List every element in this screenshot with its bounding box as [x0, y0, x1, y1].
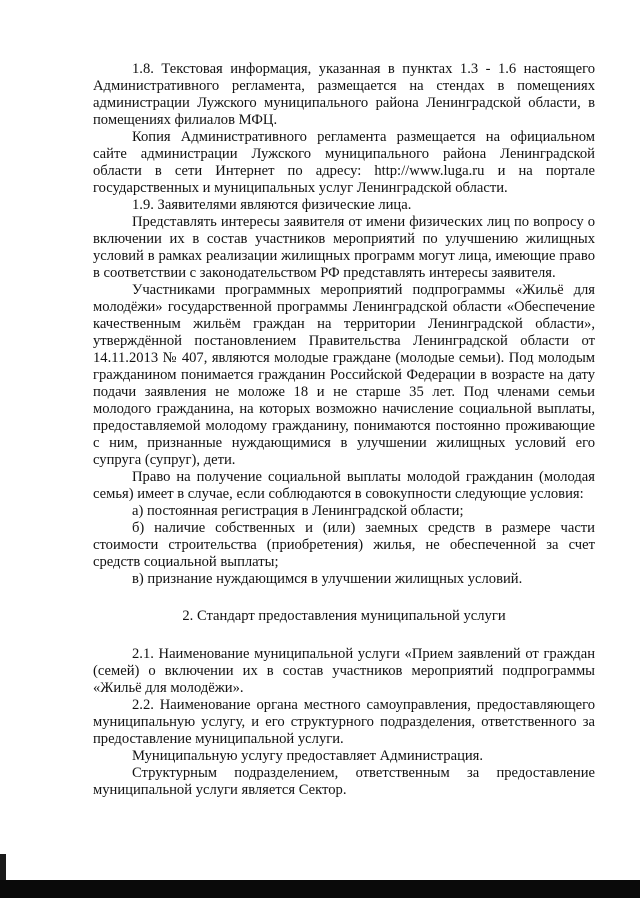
paragraph-participants: Участниками программных мероприятий подпрограммы «Жильё для молодёжи» государственной программы Ленинградской области «Обеспечение качественным жильём граждан на территории Ленинградской области», утверждённой постановлением Правительства Ленинградской области от 14.11.2013 № 407, являются молодые граждане (молодые семьи). Под молодым гражданином понимается гражданин Российской Федерации в возрасте на дату подачи заявления не моложе 18 и не старше 35 лет. Под членами семьи молодого гражданина, на которых возможно начисление социальной выплаты, предоставляемой молодому гражданину, понимаются постоянно проживающие с ним, признанные нуждающимися в улучшении жилищных условий его супруга (супруг), дети. — [93, 282, 595, 468]
scan-bottom-border — [0, 880, 640, 898]
paragraph-representatives: Представлять интересы заявителя от имени физических лиц по вопросу о включении их в состав участников мероприятий по улучшению жилищных условий в рамках реализации жилищных программ могут лица, имеющие право в соответствии с законодательством РФ представлять интересы заявителя. — [93, 214, 595, 281]
scan-edge-mark — [0, 854, 6, 880]
paragraph-2-1: 2.1. Наименование муниципальной услуги «Прием заявлений от граждан (семей) о включении их в состав участников мероприятий подпрограммы «Жильё для молодёжи». — [93, 646, 595, 696]
section-heading: 2. Стандарт предоставления муниципальной услуги — [182, 608, 506, 624]
paragraph-regulation-copy: Копия Административного регламента размещается на официальном сайте администрации Лужского муниципального района Ленинградской области в сети Интернет по адресу: http://www.luga.ru и на портале государственных и муниципальных услуг Ленинградской области. — [93, 129, 595, 196]
paragraph-provider: Муниципальную услугу предоставляет Администрация. — [132, 748, 484, 764]
condition-c: в) признание нуждающимся в улучшении жилищных условий. — [132, 571, 523, 587]
paragraph-structural-unit: Структурным подразделением, ответственным за предоставление муниципальной услуги является Сектор. — [93, 765, 595, 798]
condition-a: а) постоянная регистрация в Ленинградской области; — [132, 503, 464, 519]
document-body — [93, 61, 595, 799]
paragraph-2-2: 2.2. Наименование органа местного самоуправления, предоставляющего муниципальную услугу, и его структурного подразделения, ответственного за предоставление муниципальной услуги. — [93, 697, 595, 747]
paragraph-1-8: 1.8. Текстовая информация, указанная в пунктах 1.3 - 1.6 настоящего Административного регламента, размещается на стендах в помещениях администрации Лужского муниципального района Ленинградской области, в помещениях филиалов МФЦ. — [93, 61, 595, 128]
condition-b: б) наличие собственных и (или) заемных средств в размере части стоимости строительства (приобретения) жилья, не обеспеченной за счет средств социальной выплаты; — [93, 520, 595, 570]
paragraph-payment-right: Право на получение социальной выплаты молодой гражданин (молодая семья) имеет в случае, если соблюдаются в совокупности следующие условия: — [93, 469, 595, 502]
paragraph-1-9: 1.9. Заявителями являются физические лица. — [132, 197, 412, 213]
